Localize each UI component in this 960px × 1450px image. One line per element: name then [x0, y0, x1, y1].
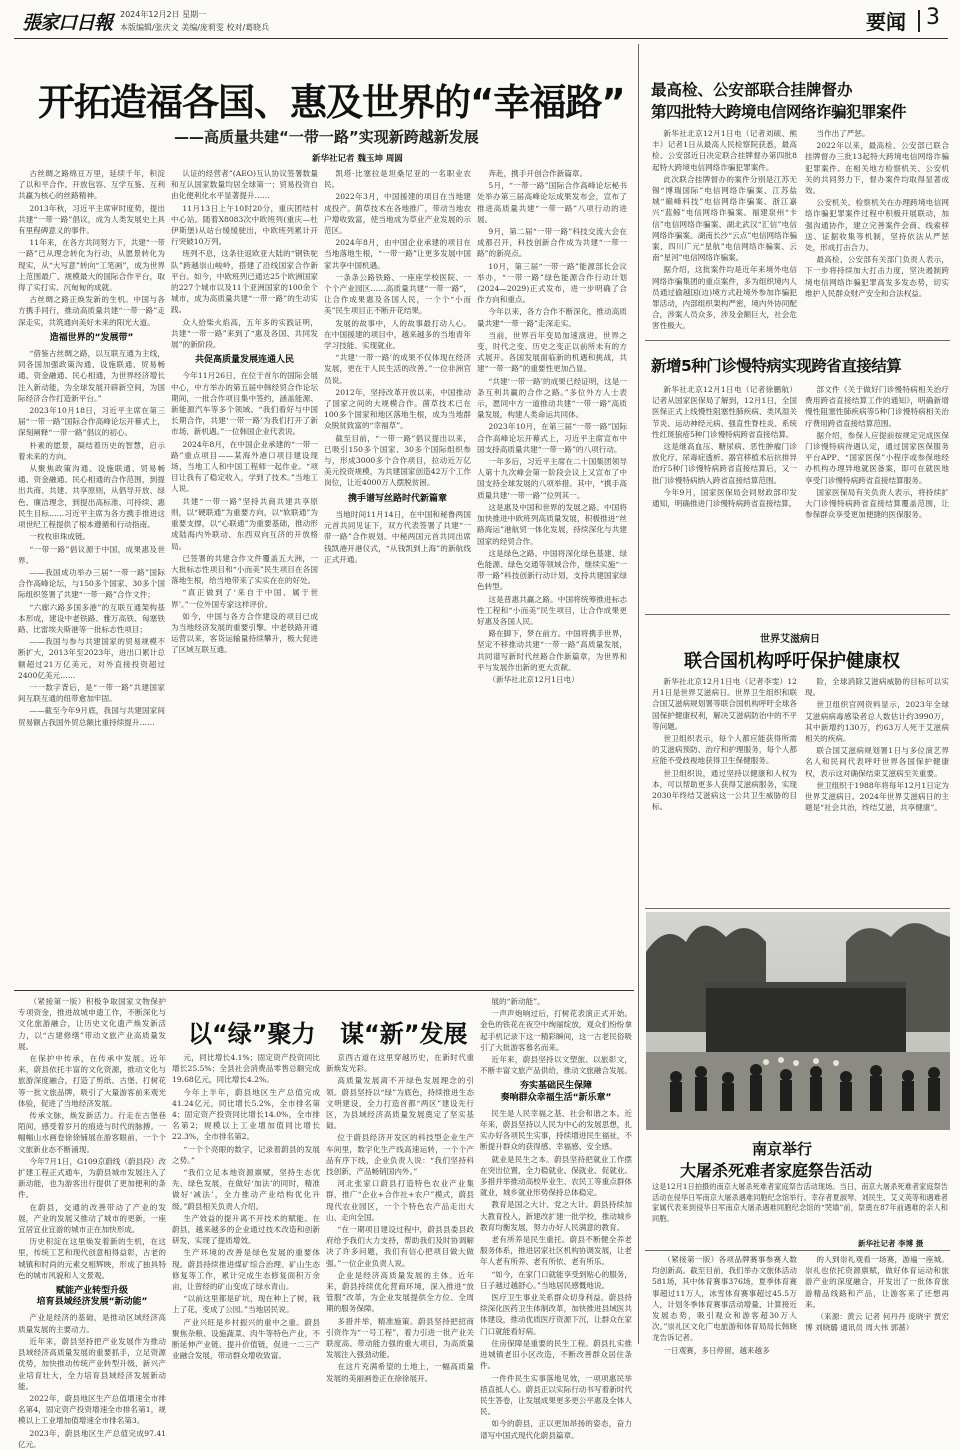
masthead-rule	[14, 38, 948, 39]
paragraph: 如今，中国与各方合作建设的项目已成为当地经济发展的重要引擎。中老铁路开通运营以来，客货运输量持续攀升，极大促进了区域互联互通。	[171, 611, 318, 655]
paragraph: 一一数字背后，是“一带一路”共建国家间互联互通的纽带愈加牢固。	[18, 682, 165, 704]
paragraph: 凯塔·比塞拉是坦桑尼亚的一名职业农民。	[324, 169, 471, 190]
paragraph: 众人拾柴火焰高，五年多的实践证明，共建“一带一路”来到了“惠及各国、共同发展”的新阶段。	[171, 317, 318, 350]
paragraph: 新华社北京12月1日电（记者刘硕、熊丰）记者1日从最高人民检察院获悉，最高检、公安部近日决定联合挂牌督办第四批8起特大跨境电信网络诈骗犯罪案件。	[652, 129, 797, 172]
paragraph: 2013年秋，习近平主席审时度势，提出共建“一带一路”倡议，成为人类发展史上具有里程碑意义的事件。	[18, 203, 165, 236]
lead-byline: 新华社记者 魏玉坤 周圆	[312, 154, 403, 164]
column-divider	[638, 44, 639, 1344]
paragraph: “真正做到了‘来自于中国、属于世界’。”一位外国专家这样评价。	[171, 588, 318, 609]
photo-illustration	[646, 912, 950, 1130]
right1-title-line1: 最高检、公安部联合挂牌督办	[651, 81, 853, 99]
right1-title-line2: 第四批特大跨境电信网络诈骗犯罪案件	[651, 103, 907, 121]
memorial-ceremony-photo	[646, 912, 950, 1130]
paragraph: 2012年，坚持改革开放以来，中国推动了国家之间的大规模合作。菌草技术已在100多个国家和地区落地生根，成为当地群众脱贫致富的“幸福草”。	[324, 387, 471, 431]
paragraph: 这是继高血压、糖尿病、恶性肿瘤门诊放化疗、尿毒症透析、器官移植术后抗排异治疗5种门诊慢特病跨省直接结算后，又一批门诊慢特病纳入跨省直接结算范围。	[652, 442, 797, 485]
paragraph: 企业是经济高质量发展的主体。近年来，蔚县持续优化营商环境，深入推进“放管服”改革，为企业发展提供全方位、全周期的服务保障。	[326, 1270, 474, 1314]
paragraph: 公安机关、检察机关在办理跨境电信网络诈骗犯罪案件过程中积极开展联动，加强沟通协作，建立完善案件会商、线索移送、证据收集等机制，坚持依法从严惩处，形成打击合力。	[805, 198, 949, 253]
paragraph: 这是绿色之路。中国将深化绿色基建、绿色能源、绿色交通等领域合作，继续实施“一带一路”科技创新行动计划，支持共建国家绿色转型。	[477, 548, 627, 592]
lead-column-3	[324, 168, 471, 986]
right2-title: 新增5种门诊慢特病实现跨省直接结算	[651, 357, 902, 375]
paragraph: “共建‘一带一路’的成果不仅体现在经济发展，更在于人民生活的改善。”一位非洲官员说。	[324, 353, 471, 385]
paragraph: 路在脚下，梦在前方。中国将携手世界，坚定不移推动共建“一带一路”高质量发展，共同谱写新时代丝路合作新篇章，为世界和平与发展作出新的更大贡献。	[477, 629, 627, 672]
lead-subhead-3: 携手谱写丝路时代新篇章	[347, 493, 447, 504]
paragraph: 老有所养是民生重托。蔚县不断健全养老服务体系，推进居家社区机构协调发展，让老年人老有所养、老有所依、老有所乐。	[480, 1235, 632, 1267]
lower-subhead-a1: 赋能产业转型升级	[55, 1286, 128, 1297]
paragraph: 2023年10月，在第三届“一带一路”国际合作高峰论坛开幕式上，习近平主席宣布中国支持高质量共建“一带一路”的八项行动。	[477, 422, 627, 454]
paragraph: 产业兴旺是乡村振兴的重中之重。蔚县聚焦杂粮、设施蔬菜、肉牛等特色产业，不断延伸产业链、提升价值链，促进一二三产业融合发展，带动群众增收致富。	[172, 1317, 320, 1361]
lower-subhead-a2: 培育县域经济发展“新动能”	[36, 1297, 148, 1308]
lower-column-4	[480, 996, 632, 1440]
paragraph: 5月，“一带一路”国际合作高峰论坛秘书处举办第三届高峰论坛成果发布会，宣布了推进高质量共建“一带一路”八项行动的进展。	[477, 181, 627, 224]
nanjing-title-line2: 大屠杀死难者家庭祭告活动	[680, 1161, 873, 1180]
paragraph: 高质量发展离不开绿色发展理念的引领。蔚县坚持以“绿”为底色，持续推进生态文明建设，全力打造首都“两区”建设先行区，为县域经济高质量发展奠定了坚实基础。	[326, 1076, 474, 1131]
masthead-logo: 張家口日報	[22, 12, 113, 34]
lead-column-4	[477, 168, 627, 986]
paragraph: 一日观赛，多日停留，越来越多	[663, 1345, 770, 1355]
paragraph: 9月，第二届“一带一路”科技交流大会在成都召开，科技创新合作成为共建“一带一路”的新亮点。	[477, 227, 627, 259]
paragraph: “借鉴古丝绸之路，以互联互通为主线，同各国加强政策沟通、设施联通、贸易畅通、资金融通、民心相通，为世界经济增长注入新动能，为全球发展开辟新空间，为国际经济合作打造新平台。”	[18, 349, 165, 403]
paragraph: （紧接第一版）各项品牌赛事参赛人数均创新高。截至目前，我们举办文旅体活动581场，其中体育赛事376场，夏季体育赛事超过11万人，冰雪体育赛事超过45.5万人，计划冬季体育赛事活动增量、计算接近发展态势，吸引观众和游客超30万人次。”崇礼区文化广电旅游和体育局局长韩晓龙告诉记者。	[652, 1255, 797, 1343]
paragraph: 今年9月，国家医保局会同财政部印发通知，明确推进门诊慢特病跨省直接结算。	[652, 487, 797, 509]
paragraph: 奔赴，携手开创合作新篇章。	[488, 169, 588, 178]
paragraph: 医疗卫生事业关系群众切身利益。蔚县持续深化医药卫生体制改革，加快推进县域医共体建设，推动优质医疗资源下沉，让群众在家门口就能看好病。	[480, 1293, 632, 1336]
lead-column-2	[171, 168, 318, 986]
paragraph: 今年7月1日，G109京蔚线（蔚县段）改扩建工程正式通车，为蔚县城市发展注入了新动能，也为游客出行提供了更加便利的条件。	[18, 1156, 166, 1200]
paragraph: 2023年10月18日，习近平主席在第三届“一带一路”国际合作高峰论坛开幕式上，深刻阐释“一带一路”倡议的初心。	[18, 406, 165, 438]
photo-credit: 新华社记者 李博 摄	[858, 1239, 924, 1248]
paragraph: 如今的蔚县，正以更加昂扬的姿态，奋力谱写中国式现代化蔚县篇章。	[480, 1419, 632, 1440]
paragraph: 国家医保局有关负责人表示，将持续扩大门诊慢特病跨省直接结算覆盖范围，让参保群众享受更加便捷的医保服务。	[805, 487, 949, 520]
paragraph: 在蔚县，交通的改善带动了产业的发展，产业的发展又推动了城市的更新，一座宜居宜业宜游的城市正在加快形成。	[18, 1202, 166, 1235]
paragraph: 世卫组织官网资料显示，2023年全球艾滋病病毒感染者总人数估计约3990万，其中新增约130万，约63万人死于艾滋病相关的疾病。	[805, 700, 949, 744]
photo-caption	[652, 1182, 948, 1224]
paragraph: 住房保障是重要的民生工程。蔚县扎实推进城镇老旧小区改造，不断改善群众居住条件。	[480, 1338, 632, 1371]
section-rule	[645, 1250, 950, 1251]
lower-column-2	[172, 1052, 320, 1361]
paragraph: “以前这里都是矿坑，现在种上了树，栽上了花，变成了公园。”当地居民说。	[172, 1294, 320, 1315]
right2-column-a	[652, 384, 797, 606]
right1-column-b	[805, 128, 949, 334]
paragraph: “在一期项目建设过程中，蔚县县委县政府给予我们大力支持，帮助我们及时协调解决了许多问题，我们有信心把项目做大做强。”一位企业负责人说。	[326, 1225, 474, 1268]
lead-subtitle: ——高质量共建“一带一路”实现新跨越新发展	[174, 128, 479, 146]
lead-subhead-2: 共促高质量发展连通人民	[194, 355, 294, 366]
paragraph: 新华社北京12月1日电（记者徐鹏航）记者从国家医保局了解到，12月1日，全国医保正式上线慢性阻塞性肺疾病、类风湿关节炎、运动神经元病、强直性脊柱炎、系统性红斑狼疮5种门诊慢特病跨省直接结算。	[652, 385, 797, 439]
paragraph: “我们立足本地资源禀赋，坚持生态优先、绿色发展，在做好‘加法’的同时，精准做好‘减法’，全力推动产业结构优化升级。”蔚县相关负责人介绍。	[172, 1168, 320, 1211]
paragraph: 此次联合挂牌督办的案件分别是江苏无锡“博瑞国际”电信网络诈骗案、江苏盐城“巅峰科技”电信网络诈骗案、浙江嘉兴“蓝鲸”电信网络诈骗案、福建泉州“卡信”电信网络诈骗案、湖北武汉“汇信”电信网络诈骗案、湖南长沙“云点”电信网络诈骗案、四川广元“星航”电信网络诈骗案、云南“星河”电信网络诈骗案。	[652, 174, 797, 263]
paragraph: 据介绍，参保人应提前按规定完成医保门诊慢特病待遇认定，通过国家医保服务平台APP、“国家医保”小程序或参保地经办机构办理异地就医备案，即可在就医地享受门诊慢特病跨省直接结算服务。	[805, 430, 949, 485]
paragraph: 元，同比增长4.1%；固定资产投资同比增长25.5%；全县社会消费品零售总额完成19.68亿元，同比增长4.2%。	[172, 1053, 320, 1085]
paragraph: 2023年，蔚县地区生产总值完成97.41亿元。	[18, 1428, 166, 1449]
lower-title-b: 谋“新”发展	[340, 1020, 468, 1048]
paragraph: “如今，在家门口就能享受到贴心的服务，日子越过越舒心。”当地居民感慨地说。	[480, 1269, 632, 1290]
paragraph: “一个个亮眼的数字，记录着蔚县的发展之势。”	[172, 1144, 320, 1165]
nanjing-title-line1: 南京举行	[752, 1140, 813, 1158]
paragraph: 联合国艾滋病规划署1日与多位演艺界名人和民间代表呼吁世界各国保护健康权，表示这对确保结束艾滋病至关重要。	[805, 746, 949, 778]
paragraph: 今年11月26日，在位于首尔的国际会展中心，中方举办的第五届中韩经贸合作论坛期间，一批合作项目集中签约，涵盖能源、新能源汽车等多个领域。“我们看好与中国长期合作，共建‘一带一路’为我们打开了新市场、新机遇。”一位韩国企业代表说。	[171, 371, 318, 437]
paragraph: 2022年以来，最高检、公安部已联合挂牌督办三批13起特大跨境电信网络诈骗犯罪案件。在相关地方检察机关、公安机关的共同努力下，督办案件均取得显著成效。	[805, 141, 949, 196]
paragraph: 古丝绸之路绵亘万里，延续千年，积淀了以和平合作、开放包容、互学互鉴、互利共赢为核心的丝路精神。	[18, 169, 165, 201]
lead-title: 开拓造福各国、惠及世界的“幸福路”	[38, 81, 625, 124]
paragraph: 从聚焦政策沟通、设施联通、贸易畅通、资金融通、民心相通的合作范围，到提出共商、共建、共享原则，从倡导开放、绿色、廉洁理念，到提出高标准、可持续、惠民生目标……习近平主席为各方携手推进这项世纪工程提供了根本遵循和行动指南。	[18, 464, 165, 530]
paragraph: 部文件《关于做好门诊慢特病相关治疗费用跨省直接结算工作的通知》，明确新增慢性阻塞性肺疾病等5种门诊慢特病相关治疗费用跨省直接结算范围。	[805, 385, 949, 428]
paragraph: “共建‘一带一路’的成果已经证明，这是一条互利共赢的合作之路。”多位外方人士表示，愿同中方一道推动共建“一带一路”高质量发展，构建人类命运共同体。	[477, 376, 627, 420]
paragraph: 古丝绸之路正焕发新的生机。中国与各方携手同行，推动高质量共建“一带一路”走深走实，共筑通向美好未来的阳光大道。	[18, 295, 165, 327]
paragraph: 一声声炮响过后，打树花表演正式开始。金色的铁花在夜空中绚丽绽放，观众们纷纷拿起手机记录下这一精彩瞬间，这一古老民俗吸引了大批游客慕名而来。	[480, 1009, 632, 1052]
paragraph: 产业是经济的基础，是推动区域经济高质量发展的主要动力。	[18, 1313, 166, 1334]
paragraph: 世卫组织于1988年将每年12月1日定为世界艾滋病日。2024年世界艾滋病日的主题是“社会共治，终结艾滋，共享健康”。	[805, 780, 949, 813]
masthead-date: 2024年12月2日 星期一	[120, 10, 207, 19]
paragraph: 在这片充满希望的土地上，一幅高质量发展的美丽画卷正在徐徐展开。	[326, 1362, 474, 1383]
paragraph: 展的“新动能”。	[491, 997, 545, 1006]
paragraph: 当地时间11月14日，在中国和秘鲁两国元首共同见证下，双方代表签署了共建“一带一路”合作规划。中秘两国元首共同出席钱凯港开港仪式，“从钱凯到上海”的新航线正式开通。	[324, 509, 471, 564]
paragraph: 险，全球消除艾滋病威胁的目标可以实现。	[805, 677, 949, 698]
paragraph: 这是普惠共赢之路。中国将统筹推进标志性工程和“小而美”民生项目，让合作成果更好惠及各国人民。	[477, 594, 627, 626]
paragraph: 11年来，在各方共同努力下，共建“一带一路”已从理念转化为行动，从愿景转化为现实，从“大写意”转向“工笔画”，成为世界上范围最广、规模最大的国际合作平台，取得了实打实、沉甸甸的成就。	[18, 238, 165, 293]
paragraph: 2024年8月，在中国企业承建的“一带一路”重点项目——某海外港口项目建设现场，当地工人和中国工程师一起作业。“项目让我有了稳定收入，学到了技术。”当地工人说。	[171, 439, 318, 494]
paragraph: 已签署的共建合作文件覆盖五大洲，一大批标志性项目和“小而美”民生项目在各国落地生根，给当地带来了实实在在的好处。	[171, 553, 318, 586]
section-divider	[918, 10, 920, 32]
paragraph: 共建“一带一路”坚持共商共建共享原则，以“硬联通”为重要方向，以“软联通”为重要支撑，以“心联通”为重要基础，推动形成陆海内外联动、东西双向互济的开放格局。	[171, 496, 318, 551]
right3-kicker: 世界艾滋病日	[760, 634, 820, 645]
paragraph: 这是惠及中国和世界的发展之路。中国将加快推进中欧班列高质量发展，积极推进“丝路海运”港航贸一体化发展，持续深化与共建国家的经贸合作。	[477, 502, 627, 546]
paragraph: 新华社北京12月1日电（记者李雯）12月1日是世界艾滋病日。世界卫生组织和联合国艾滋病规划署等联合国机构呼吁全球各国保护健康权利，解决艾滋病防治中的不平等问题。	[652, 677, 797, 731]
paragraph: “一带一路”倡议源于中国，成果惠及世界。	[18, 544, 165, 565]
paragraph: 一年多后，习近平主席在二十国集团领导人第十九次峰会第一阶段会议上又宣布了中国支持全球发展的八项举措。其中，“携手高质量共建‘一带一路’”位列其一。	[477, 457, 627, 500]
paragraph: 2022年3月，中国援建的项目在当地建成投产。菌草技术在各地推广，带动当地农户增收致富，使当地成为草业产业发展的示范区。	[324, 192, 471, 236]
paragraph: 生产效益的提升离不开技术的赋能。在蔚县，越来越多的企业通过技术改造和创新研发，实现了提质增效。	[172, 1213, 320, 1246]
right3-title: 联合国机构呼吁保护健康权	[684, 651, 900, 672]
lower-column-3	[326, 1052, 474, 1383]
paragraph: 民生是人民幸福之基、社会和谐之本。近年来，蔚县坚持以人民为中心的发展思想，扎实办好各项民生实事，持续增进民生福祉，不断提升群众的获得感、幸福感、安全感。	[480, 1108, 632, 1152]
paragraph: （新华社北京12月1日电）	[488, 674, 579, 684]
paragraph: 河北张家口蔚县打造特色农业产业集群，推广“企业+合作社+农户”模式，蔚县现代农业园区，一个个特色农产品走出大山、走向全国。	[326, 1179, 474, 1222]
section-rule	[645, 340, 950, 341]
paragraph: 生产环境的改善是绿色发展的重要体现。蔚县持续推进煤矿综合治理、矿山生态修复等工作，累计完成生态修复面积万余亩，让曾经的矿山变成了绿水青山。	[172, 1248, 320, 1292]
section-rule	[645, 614, 950, 615]
paragraph: ——我国与参与共建国家的贸易规模不断扩大，2013年至2023年，进出口累计总额超过21万亿美元，对外直接投资超过2400亿美元……	[18, 637, 165, 680]
lower-subhead-b1: 夯实基础民生保障	[519, 1081, 592, 1092]
paragraph: 在保护中传承，在传承中发展。近年来，蔚县依托丰富的文化资源，推动文化与旅游深度融合，打造了剪纸、古堡、打树花等一批文旅品牌，吸引了大量游客前来观光体验，促进了当地经济发展。	[18, 1054, 166, 1108]
masthead-editors: 本版编辑/张庆文 美编/庞莉雯 校对/葛晓兵	[120, 23, 270, 32]
paragraph: 当前，世界百年变局加速演进，世界之变、时代之变、历史之变正以前所未有的方式展开。各国发展面临新的机遇和挑战，共建“一带一路”的重要性更加凸显。	[477, 330, 627, 374]
paragraph: 一条条公路铁路、一座座学校医院、一个个产业园区……高质量共建“一带一路”，让合作成果惠及各国人民，一个个“小而美”民生项目正不断开花结果。	[324, 272, 471, 316]
paragraph: 2022年，蔚县地区生产总值增速全市排名第4，固定资产投资增速全市排名第1，规模以上工业增加值增速全市排名第3。	[18, 1393, 166, 1426]
paragraph: 的人到崇礼观看一场赛，游遍一座城。崇礼也依托资源禀赋，做好体育运动和旅游产业的深度融合，开发出了一批体育旅游精品线路和产品，让游客来了还想再来。	[805, 1255, 949, 1309]
paragraph: （紧接第一版）积极争取国家文物保护专项资金，推进故城申遗工作，不断深化与文化旅游融合，让历史文化遗产焕发新活力，以“古建修缮”带动文旅产业高质量发展。	[18, 997, 166, 1051]
paragraph: 近年来，蔚县坚持把产业发展作为推动县域经济高质量发展的重要抓手，立足资源优势，加快推动传统产业转型升级、新兴产业培育壮大，全力培育县域经济发展新动能。	[18, 1336, 166, 1391]
continuation-column-a	[652, 1254, 797, 1355]
paragraph: 最高检、公安部有关部门负责人表示，下一步将持续加大打击力度，坚决遏制跨境电信网络诈骗犯罪高发多发态势，切实维护人民群众财产安全和合法权益。	[805, 255, 949, 298]
paragraph: 位于蔚县经济开发区的科技型企业生产车间里，数字化生产线高速运转，一个个产品有序下线，企业负责人说：“我们坚持科技创新，产品畅销国内外。”	[326, 1133, 474, 1177]
paragraph: 教育是国之大计、党之大计。蔚县持续加大教育投入，新建改扩建一批学校，推动城乡教育均衡发展，努力办好人民满意的教育。	[480, 1200, 632, 1232]
paragraph: ——我国成功举办三届“一带一路”国际合作高峰论坛，与150多个国家、30多个国际组织签署了共建“一带一路”合作文件；	[18, 567, 165, 600]
paragraph: 历史积淀在这里焕发着新的生机，在这里，传统工艺和现代创意相得益彰，古老的城镇和时尚的元素交相辉映，形成了独具特色的城市风貌和人文景观。	[18, 1237, 166, 1280]
section-rule	[645, 908, 950, 909]
paragraph: 认证的经营者”(AEO)互认协议签署数量和互认国家数量均居全球第一；贸易投资自由化便利化水平显著提升……	[171, 169, 318, 201]
masthead	[14, 4, 948, 38]
paragraph: 班列不息，这条往返欧亚大陆的“钢铁驼队”跨越崇山峻岭，搭建了沿线国家合作新平台。如今，中欧班列已通达25个欧洲国家的227个城市以及11个亚洲国家的100余个城市，成为高质量共建“一带一路”的生动实践。	[171, 249, 318, 315]
lead-column-1	[18, 168, 165, 986]
paragraph: （来源：黄云 记者 何丹丹 庞晓宇 贾宏博 刘晓璐 通讯员 周大伟 郭蔷）	[805, 1312, 949, 1333]
paragraph: ——截至今年9月底，我国与共建国家间贸易额占我国外贸总额比重持续提升……	[18, 706, 165, 727]
section-name: 要闻	[866, 10, 906, 34]
paragraph: 多措并举，精准施策。蔚县坚持把招商引资作为“一号工程”，着力引进一批产业关联度高、带动能力强的重大项目，为高质量发展注入强劲动能。	[326, 1316, 474, 1360]
paragraph: 世卫组织说，通过坚持以健康和人权为本，可以帮助更多人获得艾滋病服务，实现2030年终结艾滋病这一公共卫生威胁的目标。	[652, 768, 797, 812]
paragraph: 2024年8月，由中国企业承建的项目在当地落地生根，“一带一路”让更多发展中国家共享中国机遇。	[324, 238, 471, 270]
paragraph: 传承文脉，焕发新活力。行走在古堡巷陌间，感受着岁月的痕迹与时代的脉搏。一幅幅山水画卷徐徐铺展在游客眼前，一个个文旅新业态不断涌现。	[18, 1111, 166, 1154]
paragraph: 一件件民生实事落地见效，一项项惠民举措直抵人心。蔚县正以实际行动书写着新时代民生答卷，让发展成果更多更公平惠及全体人民。	[480, 1373, 632, 1417]
right1-column-a	[652, 128, 797, 334]
paragraph: 近年来，蔚县坚持以文塑旅、以旅彰文，不断丰富文旅产品供给，推动文旅融合发展。	[480, 1055, 632, 1076]
lower-title-a: 以“绿”聚力	[188, 1020, 316, 1048]
right2-column-b	[805, 384, 949, 606]
paragraph: 一枚枚串珠成链。	[29, 532, 91, 542]
paragraph: 京西古道在这里穿越历史，在新时代重新焕发光彩。	[326, 1053, 474, 1074]
paragraph: “六廊六路多国多港”的互联互通架构基本形成，建设中老铁路、雅万高铁、匈塞铁路、比雷埃夫斯港等一批标志性项目；	[18, 602, 165, 634]
paragraph: 世卫组织表示，每个人都应能获得所需的艾滋病预防、治疗和护理服务，每个人都应能不受歧视地获得卫生保健服务。	[652, 734, 797, 766]
paragraph: 就业是民生之本。蔚县坚持把就业工作摆在突出位置，全力稳就业、保就业、促就业。多措并举推动高校毕业生、农民工等重点群体就业，城乡就业形势保持总体稳定。	[480, 1154, 632, 1198]
right3-column-b	[805, 676, 949, 904]
lead-subhead-1: 造福世界的“发展带”	[49, 332, 134, 343]
paragraph: 10月，第三届“一带一路”能源部长会议举办，“一带一路”绿色能源合作行动计划(2024—2029)正式发布，进一步明确了合作方向和重点。	[477, 261, 627, 305]
lower-column-1	[18, 996, 166, 1449]
continuation-column-b	[805, 1254, 949, 1346]
lower-subhead-b2: 奏响群众幸福生活“新乐章”	[500, 1092, 612, 1103]
paragraph: 朴素的愿景，凝结着历史的智慧，启示着未来的方向。	[18, 440, 165, 461]
caption-text: 这是12月1日拍摄的南京大屠杀死难者家庭祭告活动现场。当日，南京大屠杀死难者家庭祭告活动在侵华日军南京大屠杀遇难同胞纪念馆举行。幸存者夏淑琴、刘民生、艾义英等和遇难者家属代表来到侵华日军南京大屠杀遇难同胞纪念馆的“哭墙”前，祭奠在87年前遇难的亲人和同胞。	[652, 1182, 948, 1223]
section-rule	[14, 990, 634, 991]
paragraph: 发展的故事中，人的故事最打动人心。在中国援建的项目中，越来越多的当地青年学习技能、实现就业。	[324, 318, 471, 351]
right3-column-a	[652, 676, 797, 904]
paragraph: 今年上半年，蔚县地区生产总值完成41.24亿元，同比增长5.2%，全市排名第4；固定资产投资同比增长14.0%，全市排名第2；规模以上工业增加值同比增长22.3%，全市排名第2。	[172, 1087, 320, 1142]
paragraph: 11月13日上午10时20分，重庆团结村中心站。随着X8083次中欧班列(重庆—杜伊斯堡)从站台缓缓驶出，中欧班列累计开行突破10万列。	[171, 203, 318, 247]
page-number: 3	[926, 5, 940, 30]
paragraph: 当作出了严惩。	[816, 129, 870, 138]
paragraph: 今年以来，各方合作不断深化，推动高质量共建“一带一路”走深走实。	[477, 307, 627, 328]
paragraph: 截至目前，“一带一路”倡议提出以来，已吸引150多个国家、30多个国际组织参与，形成3000多个合作项目，拉动近万亿美元投资规模，为共建国家创造42万个工作岗位，让近4000万人摆脱贫困。	[324, 433, 471, 488]
paragraph: 据介绍，这批案件均是近年来境外电信网络诈骗集团的重点案件，多为组织境内人员通过偷越国(边)境方式赴境外参加诈骗犯罪活动，内部组织架构严密，境内外协同配合，涉案人员众多，涉及金额巨大，社会危害性极大。	[652, 265, 797, 331]
